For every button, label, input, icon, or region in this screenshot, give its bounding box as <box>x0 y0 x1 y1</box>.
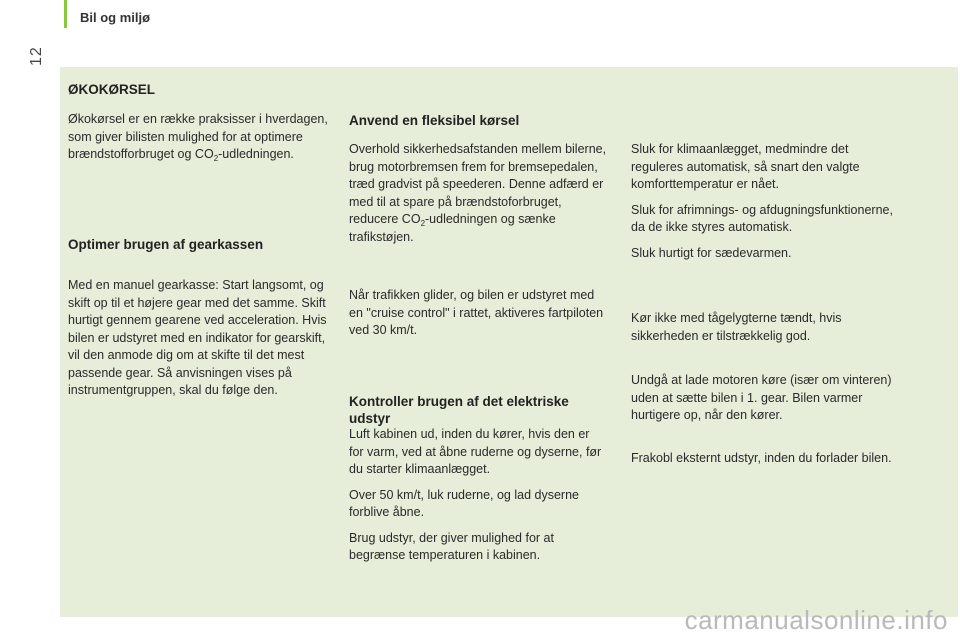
flex-p1-subscript: 2 <box>420 219 426 228</box>
flex-p1-block <box>349 141 607 254</box>
gear-text: Med en manuel gearkasse: Start langsomt, og skift op til et højere gear med det samme. Skift hurtigt gennem gearene ved acceleration. Hvis bilen er udstyret med en indikator for gearskift, vil den anmode dig om at skifte til det mest passende gear. Så anvisningen vises på instrumentgruppen, skal du følge den. <box>68 278 327 397</box>
col3-p4: Kør ikke med tågelygterne tændt, hvis sikkerheden er tilstrækkelig god. <box>631 311 842 343</box>
flex-p2-block <box>349 287 607 348</box>
electric-p1: Luft kabinen ud, inden du kører, hvis den er for varm, ved at åbne ruderne og dyserne, før du starter klimaanlægget. <box>349 427 602 476</box>
section-accent-bar <box>64 0 67 28</box>
watermark: carmanualsonline.info <box>684 605 948 635</box>
col3-p1: Sluk for klimaanlægget, medmindre det reguleres automatisk, så snart den valgte komforttemperatur er nået. <box>631 142 860 191</box>
flex-heading: Anvend en fleksibel kørsel <box>349 113 520 128</box>
flex-p1-text: Overhold sikkerhedsafstanden mellem bilerne, brug motorbremsen frem for bremsepedalen, træd gradvist på speederen. Denne adfærd er med til at spare på brændstoforbruget, reducere CO <box>349 142 607 226</box>
col3-block-4 <box>631 450 893 476</box>
col3-p6: Frakobl eksternt udstyr, inden du forlader bilen. <box>631 451 892 465</box>
page-number: 12 <box>28 46 45 66</box>
intro-paragraph <box>68 111 330 172</box>
col3-p3: Sluk hurtigt for sædevarmen. <box>631 245 792 260</box>
electric-text-block <box>349 426 607 573</box>
intro-subscript: 2 <box>213 154 219 163</box>
intro-text: Økokørsel er en række praksisser i hverdagen, som giver bilisten mulighed for at optimere brændstofforbruget og CO <box>68 112 328 161</box>
col3-block-1 <box>631 141 893 270</box>
electric-p3: Brug udstyr, der giver mulighed for at begrænse temperaturen i kabinen. <box>349 530 554 562</box>
col3-block-3 <box>631 372 893 433</box>
electric-heading: Kontroller brugen af det elektriske udstyr <box>349 394 569 426</box>
flex-p2: Når trafikken glider, og bilen er udstyret med en "cruise control" i rattet, aktiveres fartpiloten ved 30 km/t. <box>349 288 604 337</box>
electric-p2: Over 50 km/t, luk ruderne, og lad dyserne forblive åbne. <box>349 487 579 519</box>
col3-p5: Undgå at lade motoren køre (især om vinteren) uden at sætte bilen i 1. gear. Bilen varmer hurtigere op, når den kører. <box>631 373 892 422</box>
flex-p1-text-end: -udledningen og sænke trafikstøjen. <box>349 212 556 244</box>
col3-block-2 <box>631 310 893 353</box>
electric-section <box>349 393 607 427</box>
intro-text-end: -udledningen. <box>218 147 294 161</box>
gear-section <box>68 236 330 253</box>
flex-section <box>349 112 607 129</box>
section-label: Bil og miljø <box>80 10 151 25</box>
col3-p2: Sluk for afrimnings- og afdugningsfunktionerne, da de ikke styres automatisk. <box>631 202 893 234</box>
page-title: ØKOKØRSEL <box>68 82 156 97</box>
gear-text-block <box>68 277 330 408</box>
gear-heading: Optimer brugen af gearkassen <box>68 237 264 252</box>
